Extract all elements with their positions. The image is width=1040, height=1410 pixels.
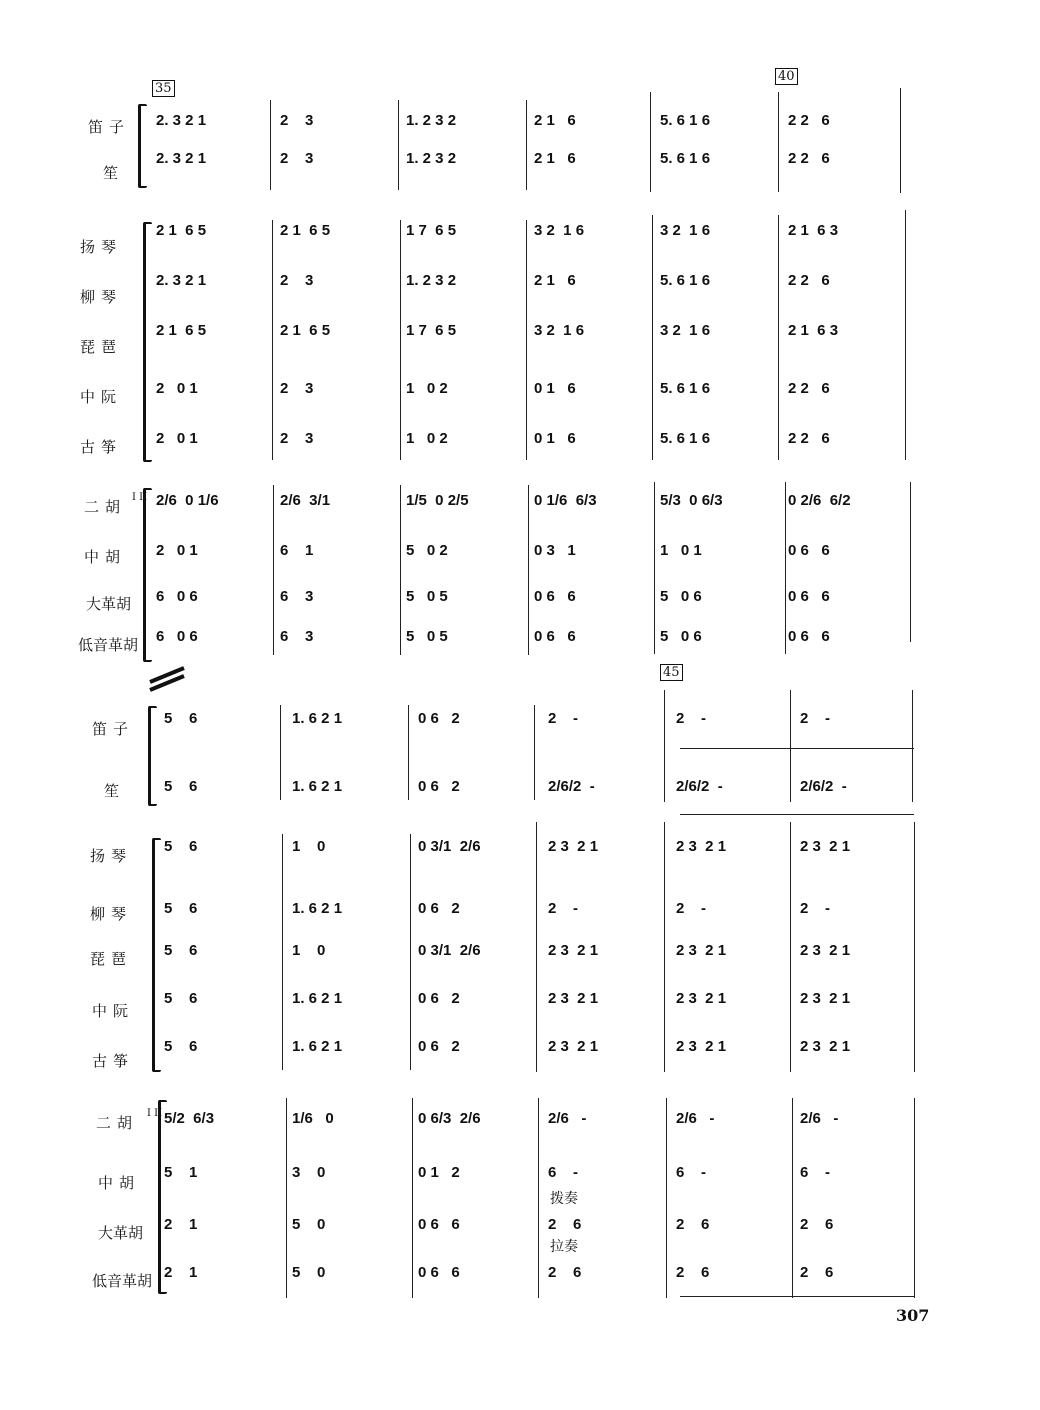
label-erhu-parts-2: I II <box>147 1108 163 1119</box>
measure-cell: 0 1 2 <box>418 1164 460 1181</box>
measure-cell: 1. 2 3 2 <box>406 150 457 167</box>
label-liuqin-1: 柳琴 <box>80 288 123 306</box>
measure-cell: 2 6 <box>800 1216 834 1233</box>
measure-cell: 0 1 6 <box>534 380 576 397</box>
barline-s1-6 <box>900 88 901 193</box>
measure-cell: 2 1 6 <box>534 150 576 167</box>
brace-plucked-1 <box>143 222 152 462</box>
measure-cell: 1. 6 2 1 <box>292 778 343 795</box>
measure-cell: 2 3 2 1 <box>800 990 851 1007</box>
measure-cell: 5. 6 1 6 <box>660 150 711 167</box>
label-dagehu-2: 大革胡 <box>98 1224 144 1242</box>
measure-cell: 2/6 - <box>548 1110 587 1127</box>
measure-cell: 2 2 6 <box>788 380 830 397</box>
barline-s2-b5 <box>792 1098 793 1298</box>
measure-cell: 5 6 <box>164 900 198 917</box>
measure-cell: 0 3 1 <box>534 542 576 559</box>
measure-cell: 2 1 <box>164 1264 198 1281</box>
measure-cell: 2 3 2 1 <box>800 1038 851 1055</box>
barline-s1-b3 <box>528 485 529 655</box>
measure-cell: 2 3 <box>280 430 314 447</box>
measure-cell: 1. 6 2 1 <box>292 990 343 1007</box>
measure-cell: 1 0 <box>292 838 326 855</box>
brace-winds-1 <box>138 104 147 188</box>
barline-s1-5 <box>778 92 779 192</box>
measure-cell: 5 0 <box>292 1264 326 1281</box>
measure-cell: 0 6 6 <box>418 1216 460 1233</box>
label-guzheng-1: 古筝 <box>80 438 123 456</box>
measure-cell: 2 3 2 1 <box>548 942 599 959</box>
measure-cell: 0 6 6 <box>534 628 576 645</box>
measure-cell: 1. 2 3 2 <box>406 112 457 129</box>
barline-s2-b1 <box>286 1098 287 1298</box>
measure-cell: 6 0 6 <box>156 588 198 605</box>
barline-s1-p1 <box>272 220 273 460</box>
page-number: 307 <box>896 1306 930 1325</box>
label-sheng-2: 笙 <box>104 782 126 800</box>
measure-cell: 0 6 2 <box>418 778 460 795</box>
measure-cell: 0 6 2 <box>418 710 460 727</box>
measure-cell: 5 6 <box>164 990 198 1007</box>
staff-line-s2-c <box>680 1296 914 1297</box>
measure-cell: 0 6/3 2/6 <box>418 1110 481 1127</box>
label-zhonghu-1: 中胡 <box>84 548 127 566</box>
barline-s2-5 <box>790 690 791 802</box>
measure-cell: 1. 6 2 1 <box>292 1038 343 1055</box>
label-pipa-2: 琵琶 <box>90 950 133 968</box>
system-separator <box>148 662 188 692</box>
staff-line-s2-a <box>680 748 914 749</box>
measure-cell: 2 3 <box>280 380 314 397</box>
measure-cell: 2/6/2 - <box>800 778 847 795</box>
measure-cell: 2 6 <box>676 1216 710 1233</box>
label-yangqin-1: 扬琴 <box>80 238 123 256</box>
measure-cell: 2 1 6 5 <box>156 322 207 339</box>
measure-cell: 0 1/6 6/3 <box>534 492 597 509</box>
measure-cell: 2 - <box>800 900 831 917</box>
measure-cell: 2 3 <box>280 272 314 289</box>
label-zhonghu-2: 中胡 <box>98 1174 141 1192</box>
measure-cell: 1 0 2 <box>406 430 448 447</box>
measure-cell: 0 6 6 <box>534 588 576 605</box>
measure-cell: 2 - <box>676 710 707 727</box>
barline-s1-p2 <box>400 220 401 460</box>
label-zhongruan-2: 中阮 <box>92 1002 135 1020</box>
rehearsal-mark-45: 45 <box>660 664 683 681</box>
measure-cell: 0 6 2 <box>418 900 460 917</box>
measure-cell: 2 - <box>548 710 579 727</box>
measure-cell: 2/6 3/1 <box>280 492 331 509</box>
rehearsal-mark-40: 40 <box>775 68 798 85</box>
barline-s2-2 <box>408 705 409 800</box>
measure-cell: 5 6 <box>164 838 198 855</box>
rehearsal-mark-35: 35 <box>152 80 175 97</box>
label-dizi-2: 笛子 <box>92 720 135 738</box>
barline-s2-1 <box>280 705 281 800</box>
barline-s2-b2 <box>412 1098 413 1298</box>
barline-s1-b1 <box>273 485 274 655</box>
measure-cell: 5. 6 1 6 <box>660 430 711 447</box>
measure-cell: 2 - <box>800 710 831 727</box>
barline-s1-2 <box>398 100 399 190</box>
measure-cell: 2 1 6 <box>534 272 576 289</box>
measure-cell: 2 1 6 5 <box>280 222 331 239</box>
technique-pizz: 拨奏 <box>550 1191 578 1207</box>
label-dagehu-1: 大革胡 <box>86 595 132 613</box>
measure-cell: 2/6 - <box>800 1110 839 1127</box>
measure-cell: 0 6 6 <box>788 588 830 605</box>
barline-s1-b5 <box>785 482 786 654</box>
measure-cell: 2 3 2 1 <box>800 942 851 959</box>
measure-cell: 0 6 6 <box>788 628 830 645</box>
measure-cell: 1/6 0 <box>292 1110 334 1127</box>
measure-cell: 5 0 5 <box>406 628 448 645</box>
measure-cell: 2 3 2 1 <box>548 838 599 855</box>
measure-cell: 5 0 6 <box>660 628 702 645</box>
measure-cell: 2 1 6 <box>534 112 576 129</box>
measure-cell: 2 0 1 <box>156 380 198 397</box>
measure-cell: 2 3 2 1 <box>548 1038 599 1055</box>
measure-cell: 0 6 2 <box>418 990 460 1007</box>
barline-s2-4 <box>664 690 665 802</box>
measure-cell: 2 2 6 <box>788 272 830 289</box>
brace-winds-2 <box>148 706 157 806</box>
measure-cell: 5. 6 1 6 <box>660 272 711 289</box>
barline-s1-p4 <box>652 215 653 460</box>
measure-cell: 1. 6 2 1 <box>292 710 343 727</box>
measure-cell: 2 1 <box>164 1216 198 1233</box>
label-sheng-1: 笙 <box>103 164 125 182</box>
measure-cell: 6 0 6 <box>156 628 198 645</box>
measure-cell: 3 2 1 6 <box>534 222 585 239</box>
label-pipa-1: 琵琶 <box>80 338 123 356</box>
measure-cell: 0 3/1 2/6 <box>418 838 481 855</box>
measure-cell: 2 - <box>676 900 707 917</box>
measure-cell: 3 2 1 6 <box>660 322 711 339</box>
measure-cell: 2 1 6 3 <box>788 222 839 239</box>
measure-cell: 6 3 <box>280 628 314 645</box>
measure-cell: 6 - <box>800 1164 831 1181</box>
label-diyingehu-1: 低音革胡 <box>78 636 139 654</box>
label-yangqin-2: 扬琴 <box>90 847 133 865</box>
measure-cell: 2 3 <box>280 112 314 129</box>
label-erhu-parts-1: I II <box>132 492 148 503</box>
measure-cell: 2 3 2 1 <box>548 990 599 1007</box>
barline-s2-b4 <box>666 1098 667 1298</box>
measure-cell: 5. 6 1 6 <box>660 112 711 129</box>
barline-s1-p6 <box>905 210 906 460</box>
measure-cell: 5/3 0 6/3 <box>660 492 723 509</box>
measure-cell: 3 0 <box>292 1164 326 1181</box>
measure-cell: 5 0 6 <box>660 588 702 605</box>
label-liuqin-2: 柳琴 <box>90 905 133 923</box>
barline-s2-b6 <box>914 1098 915 1298</box>
measure-cell: 0 1 6 <box>534 430 576 447</box>
measure-cell: 3 2 1 6 <box>660 222 711 239</box>
measure-cell: 2 1 6 5 <box>280 322 331 339</box>
barline-s1-1 <box>270 100 271 190</box>
measure-cell: 2 - <box>548 900 579 917</box>
label-guzheng-2: 古筝 <box>92 1052 135 1070</box>
barline-s1-p5 <box>778 215 779 460</box>
measure-cell: 2/6 0 1/6 <box>156 492 219 509</box>
measure-cell: 2 2 6 <box>788 150 830 167</box>
barline-s2-6 <box>912 690 913 802</box>
brace-bowed-1 <box>143 488 152 662</box>
technique-arco: 拉奏 <box>550 1239 578 1255</box>
barline-s2-p5 <box>790 822 791 1072</box>
measure-cell: 1 0 2 <box>406 380 448 397</box>
measure-cell: 2 6 <box>800 1264 834 1281</box>
measure-cell: 2. 3 2 1 <box>156 112 207 129</box>
label-dizi-1: 笛子 <box>88 118 131 136</box>
measure-cell: 2 2 6 <box>788 112 830 129</box>
barline-s1-b6 <box>910 482 911 642</box>
label-erhu-2: 二胡 <box>96 1114 139 1132</box>
brace-plucked-2 <box>152 838 161 1072</box>
measure-cell: 2 1 6 3 <box>788 322 839 339</box>
measure-cell: 0 6 6 <box>788 542 830 559</box>
measure-cell: 2 3 2 1 <box>676 1038 727 1055</box>
measure-cell: 2 2 6 <box>788 430 830 447</box>
measure-cell: 6 3 <box>280 588 314 605</box>
measure-cell: 5 6 <box>164 1038 198 1055</box>
measure-cell: 6 1 <box>280 542 314 559</box>
measure-cell: 1 0 1 <box>660 542 702 559</box>
measure-cell: 5/2 6/3 <box>164 1110 215 1127</box>
barline-s1-p3 <box>526 220 527 460</box>
measure-cell: 1 0 <box>292 942 326 959</box>
barline-s2-p6 <box>914 822 915 1072</box>
measure-cell: 1 7 6 5 <box>406 322 457 339</box>
measure-cell: 2/6 - <box>676 1110 715 1127</box>
measure-cell: 5 0 2 <box>406 542 448 559</box>
label-zhongruan-1: 中阮 <box>80 388 123 406</box>
barline-s2-p4 <box>664 822 665 1072</box>
measure-cell: 0 6 6 <box>418 1264 460 1281</box>
measure-cell: 0 6 2 <box>418 1038 460 1055</box>
measure-cell: 5. 6 1 6 <box>660 380 711 397</box>
measure-cell: 1/5 0 2/5 <box>406 492 469 509</box>
measure-cell: 2 3 2 1 <box>676 942 727 959</box>
measure-cell: 5 6 <box>164 778 198 795</box>
measure-cell: 2 6 <box>548 1216 582 1233</box>
barline-s2-p1 <box>282 834 283 1070</box>
measure-cell: 1. 6 2 1 <box>292 900 343 917</box>
measure-cell: 1 7 6 5 <box>406 222 457 239</box>
measure-cell: 5 0 <box>292 1216 326 1233</box>
label-diyingehu-2: 低音革胡 <box>92 1272 153 1290</box>
barline-s2-b3 <box>538 1098 539 1298</box>
measure-cell: 2 3 2 1 <box>676 838 727 855</box>
measure-cell: 2 3 <box>280 150 314 167</box>
measure-cell: 2/6/2 - <box>676 778 723 795</box>
measure-cell: 2 3 2 1 <box>800 838 851 855</box>
barline-s1-b4 <box>654 482 655 654</box>
staff-line-s2-b <box>680 814 914 815</box>
measure-cell: 2 6 <box>676 1264 710 1281</box>
measure-cell: 5 0 5 <box>406 588 448 605</box>
barline-s2-3 <box>534 705 535 800</box>
measure-cell: 6 - <box>676 1164 707 1181</box>
measure-cell: 2. 3 2 1 <box>156 150 207 167</box>
barline-s1-4 <box>650 92 651 192</box>
measure-cell: 2 0 1 <box>156 430 198 447</box>
barline-s2-p3 <box>536 822 537 1072</box>
label-erhu-1: 二胡 <box>84 498 127 516</box>
measure-cell: 0 2/6 6/2 <box>788 492 851 509</box>
measure-cell: 2 1 6 5 <box>156 222 207 239</box>
measure-cell: 3 2 1 6 <box>534 322 585 339</box>
measure-cell: 1. 2 3 2 <box>406 272 457 289</box>
measure-cell: 2/6/2 - <box>548 778 595 795</box>
measure-cell: 2 0 1 <box>156 542 198 559</box>
barline-s1-3 <box>526 100 527 190</box>
measure-cell: 2 6 <box>548 1264 582 1281</box>
barline-s2-p2 <box>410 834 411 1070</box>
measure-cell: 2 3 2 1 <box>676 990 727 1007</box>
measure-cell: 5 6 <box>164 710 198 727</box>
measure-cell: 2. 3 2 1 <box>156 272 207 289</box>
barline-s1-b2 <box>400 485 401 655</box>
measure-cell: 0 3/1 2/6 <box>418 942 481 959</box>
measure-cell: 5 1 <box>164 1164 198 1181</box>
measure-cell: 6 - <box>548 1164 579 1181</box>
measure-cell: 5 6 <box>164 942 198 959</box>
